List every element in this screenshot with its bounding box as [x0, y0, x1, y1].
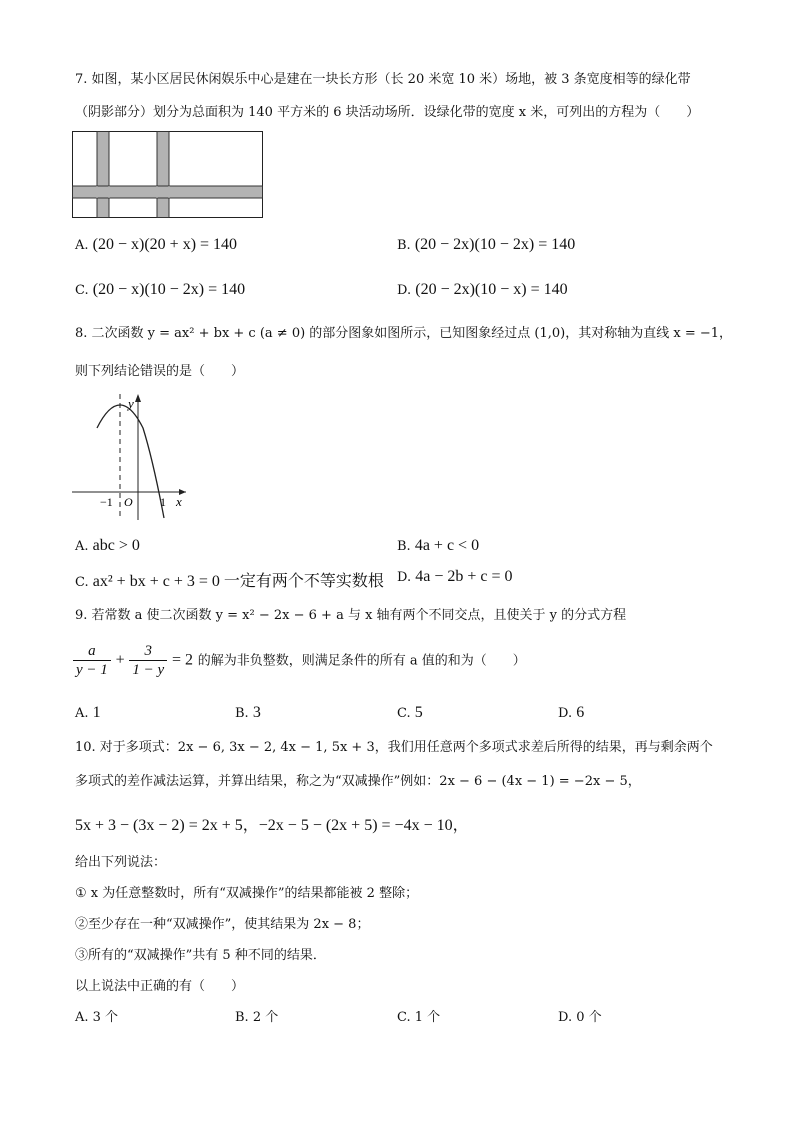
q10-statement-3: ③所有的“双减操作”共有 5 种不同的结果．	[75, 948, 326, 963]
q7-option-b[interactable]: B. (20 − 2x)(10 − 2x) = 140	[397, 236, 576, 253]
q9-option-b[interactable]: B. 3	[235, 704, 261, 721]
green-belt-vertical-1	[97, 132, 109, 218]
q7-stem-line1: 7. 如图，某小区居民休闲娱乐中心是建在一块长方形（长 20 米宽 10 米）场地，被 3 条宽度相等的绿化带	[75, 72, 691, 87]
x-label: x	[176, 494, 182, 509]
q9-fraction-1: $\frac{a}{y - 1}$	[73, 642, 111, 679]
q8-option-d[interactable]: D. 4a − 2b + c = 0	[397, 568, 513, 585]
q9-fraction-equation: $\frac{a}{y - 1}$ + $\frac{3}{1 - y}$ = 2 的解为非负整数，则满足条件的所有 a 值的和为（ ）	[73, 642, 526, 679]
y-axis-arrow	[135, 394, 141, 402]
q7-option-a[interactable]: A. (20 − x)(20 + x) = 140	[75, 236, 238, 253]
q9-option-d[interactable]: D. 6	[558, 704, 585, 721]
q8-stem-line1: 8. 二次函数 y = ax² + bx + c (a ≠ 0) 的部分图象如图所示，已知图象经过点 (1,0)，其对称轴为直线 x = −1，	[75, 326, 733, 341]
y-label: y	[128, 396, 134, 411]
q10-stem-line4: 给出下列说法：	[75, 855, 167, 870]
q10-stem-line3: 5x + 3 − (3x − 2) = 2x + 5，−2x − 5 − (2x + 5) = −4x − 10，	[75, 817, 469, 834]
q7-stem-line2: （阴影部分）划分为总面积为 140 平方米的 6 块活动场所．设绿化带的宽度 x 米，可列出的方程为（ ）	[75, 105, 700, 120]
q8-stem-line2: 则下列结论错误的是（ ）	[75, 364, 245, 379]
tick-neg-one: −1	[100, 495, 113, 509]
q10-option-c[interactable]: C. 1 个	[397, 1010, 441, 1025]
green-belt-horizontal	[73, 186, 263, 198]
q8-option-b[interactable]: B. 4a + c < 0	[397, 537, 480, 554]
green-belt-vertical-2	[157, 132, 169, 218]
q8-option-c[interactable]: C. ax² + bx + c + 3 = 0 一定有两个不等实数根	[75, 573, 384, 590]
q8-parabola-graph	[68, 390, 198, 525]
q8-option-a[interactable]: A. abc > 0	[75, 537, 140, 554]
tick-one: 1	[160, 495, 166, 509]
q10-option-a[interactable]: A. 3 个	[75, 1010, 119, 1025]
q9-option-c[interactable]: C. 5	[397, 704, 423, 721]
q7-field-diagram	[72, 131, 264, 221]
origin-label: O	[124, 495, 133, 509]
q10-option-b[interactable]: B. 2 个	[235, 1010, 279, 1025]
q10-statement-2: ②至少存在一种“双减操作”，使其结果为 2x − 8；	[75, 917, 370, 932]
q7-option-d[interactable]: D. (20 − 2x)(10 − x) = 140	[397, 281, 568, 298]
q9-fraction-2: $\frac{3}{1 - y}$	[129, 642, 167, 679]
q10-stem-line1: 10. 对于多项式：2x − 6, 3x − 2, 4x − 1, 5x + 3，我们用任意两个多项式求差后所得的结果，再与剩余两个	[75, 740, 713, 755]
q9-stem-line1: 9. 若常数 a 使二次函数 y = x² − 2x − 6 + a 与 x 轴有两个不同交点，且使关于 y 的分式方程	[75, 608, 627, 623]
q7-option-c[interactable]: C. (20 − x)(10 − 2x) = 140	[75, 281, 246, 298]
q10-option-d[interactable]: D. 0 个	[558, 1010, 602, 1025]
q10-statement-1: ① x 为任意整数时，所有“双减操作”的结果都能被 2 整除；	[75, 886, 419, 901]
q9-option-a[interactable]: A. 1	[75, 704, 101, 721]
q10-stem-line5: 以上说法中正确的有（ ）	[75, 979, 245, 994]
q10-stem-line2: 多项式的差作减法运算，并算出结果，称之为“双减操作”例如：2x − 6 − (4x − 1) = −2x − 5，	[75, 774, 641, 789]
